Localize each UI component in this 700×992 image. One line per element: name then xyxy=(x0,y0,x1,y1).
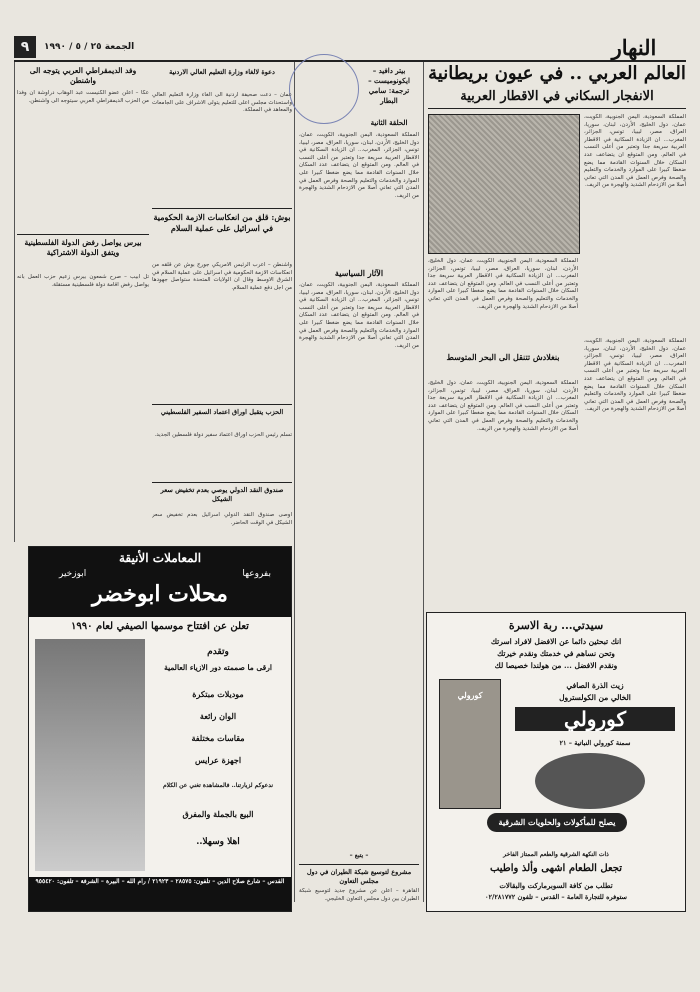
korona-order: تطلب من كافة السوبرماركت والبقالات xyxy=(499,881,613,890)
stamp-circle xyxy=(289,54,359,124)
ad-line5: اجهزة عرايس xyxy=(194,755,242,765)
korona-line2: وتحن نساهم في خدمتك ونقدم خيرتك xyxy=(497,649,615,658)
masthead-page-number: ٩ xyxy=(14,36,36,58)
masthead-date: الجمعة ٢٥ / ٥ / ١٩٩٠ xyxy=(44,42,135,52)
korona-agent: ستوفره للتجارة العامة – القدس – تلفون ٠٢/٢٨١٧٧٢ xyxy=(484,893,627,901)
ad-brand-small: ابوزخير xyxy=(59,569,87,579)
jordan-title: دعوة لالغاء وزارة التعليم العالي الاردنية xyxy=(169,68,275,76)
peres-title: بيرس يواصل رفض الدولة الفلسطينية ويتفق الدولة الاشتراكية xyxy=(24,238,142,257)
korona-slogan: تجعل الطعام اشهى وألذ واطيب xyxy=(489,863,623,874)
center-left-section xyxy=(14,62,151,542)
ad-address: القدس – شارع صلاح الدين – تلفون: ٢٨٥٧٥ – ٢١٩٢٣ / رام الله – البيرة – الشرفة – تلفون: ٩٥٥٤٢٠ xyxy=(29,877,291,911)
main-story-continued xyxy=(294,62,424,902)
main-story-col-b: المملكة السعودية، اليمن الجنوبية، الكويت، عمان، دول الخليج، الأردن، لبنان، سوريا، العراق، مصر، ليبيا، تونس، الجزائر، المغرب... ان الزيادة السكانية في الاقطار العربية سريعة جدا وتعتبر من أعلى النسب في العالم. ومن المتوقع ان يتضاعف عدد السكان خلال السنوات القادمة مما يضع ضغطا كبيرا على الموارد والخدمات والتعليم والصحة وفرص العمل في المدن التي تعاني أصلا من الازدحام الشديد والهجرة من الريف. xyxy=(428,258,578,310)
ad-header xyxy=(29,547,291,617)
korona-brand2: سمنة كورولي النباتية – ٢١ xyxy=(559,739,631,747)
ad-line2: موديلات مبتكرة xyxy=(192,689,244,699)
ad-tagline: المعاملات الأنيقة xyxy=(118,551,202,565)
korona-line1: انك تبحثين دائما عن الافضل لافراد اسرتك xyxy=(490,637,622,646)
main-story-source: بيتر دافيد – ايكونوميست – ترجمة: سامي البطار xyxy=(368,66,410,105)
korona-title: سيدتي... ربة الاسرة xyxy=(508,619,604,632)
peres-body: تل ابيب – صرح شمعون بيرس زعيم حزب العمل بانه يواصل رفض اقامة دولة فلسطينية مستقلة. xyxy=(17,274,149,288)
ad-headline: تعلن عن افتتاح موسمها الصيفي لعام ١٩٩٠ xyxy=(71,621,249,632)
korona-oil-bottle xyxy=(439,679,501,809)
ad-welcome: اهلا وسهلا.. xyxy=(196,837,240,847)
main-story-col-e: المملكة السعودية، اليمن الجنوبية، الكويت، عمان، دول الخليج، الأردن، لبنان، سوريا، العراق، مصر، ليبيا، تونس، الجزائر، المغرب... ان الزيادة السكانية في الاقطار العربية سريعة جدا وتعتبر من أعلى النسب في العالم. ومن المتوقع ان يتضاعف عدد السكان خلال السنوات القادمة مما يضع ضغطا كبيرا على الموارد والخدمات والتعليم والصحة وفرص العمل في المدن التي تعاني أصلا من الازدحام الشديد والهجرة من الريف. xyxy=(299,132,419,199)
korona-oil: زيت الذرة الصافي xyxy=(566,681,624,690)
ad-wholesale: البيع بالجملة والمفرق xyxy=(182,809,254,819)
main-story-col-d: المملكة السعودية، اليمن الجنوبية، الكويت، عمان، دول الخليج، الأردن، لبنان، سوريا، العراق، مصر، ليبيا، تونس، الجزائر، المغرب... ان الزيادة السكانية في الاقطار العربية سريعة جدا وتعتبر من أعلى النسب في العالم. ومن المتوقع ان يتضاعف عدد السكان خلال السنوات القادمة مما يضع ضغطا كبيرا على الموارد والخدمات والتعليم والصحة وفرص العمل في المدن التي تعاني أصلا من الازدحام الشديد والهجرة من الريف. xyxy=(428,380,578,432)
imf-title: صندوق النقد الدولي يوصي بعدم تخفيض سعر الشيكل xyxy=(160,486,284,503)
bush-body: واشنطن – اعرب الرئيس الامريكي جورج بوش عن قلقه من انعكاسات الازمة الحكومية في اسرائيل على عملية السلام في الشرق الاوسط وقال ان الولايات المتحدة ستواصل جهودها من اجل دفع عملية السلام. xyxy=(152,262,292,291)
ad-by: بفروعها xyxy=(242,569,271,579)
ambassador-body: تسلم رئيس الحزب اوراق اعتماد سفير دولة فلسطين الجديد. xyxy=(154,432,292,438)
masthead xyxy=(14,36,686,62)
ad-korona xyxy=(426,612,686,912)
main-story-title: العالم العربي .. في عيون بريطانية xyxy=(428,63,686,84)
main-story-end: – يتبع – xyxy=(349,852,369,859)
main-story-subtitle: الانفجار السكاني في الاقطار العربية xyxy=(428,88,686,109)
crowd-photo xyxy=(428,114,580,254)
jordan-body: عمان – دعت صحيفة اردنية الى الغاء وزارة التعليم العالي واستحداث مجلس اعلى للتعليم يتولى الاشراف على الجامعات والمعاهد في المملكة. xyxy=(152,92,292,114)
ad-line4: مقاسات مختلفة xyxy=(191,733,245,743)
ad-visit: ندعوكم لزيارتنا.. فالمشاهدة تغني عن الكلام xyxy=(162,782,274,789)
democratic-title: وفد الديمقراطي العربي يتوجه الى واشنطن xyxy=(29,66,137,85)
korona-oil2: الخالي من الكولسترول xyxy=(559,693,631,702)
aviation-body: القاهرة – اعلن عن مشروع جديد لتوسيع شبكة الطيران بين دول مجلس التعاون الخليجي. xyxy=(299,888,419,902)
korona-suitable: يصلح للمأكولات والحلويات الشرقية xyxy=(487,813,627,832)
korona-brand: كورولي xyxy=(515,707,675,731)
imf-body: اوصى صندوق النقد الدولي اسرائيل بعدم تخفيض سعر الشيكل في الوقت الحاضر. xyxy=(152,512,292,526)
aviation-title: مشروع لتوسيع شبكة الطيران في دول مجلس التعاون xyxy=(306,868,412,885)
crosshead-bangladesh: بنغلادش تتنقل الى البحر المتوسط xyxy=(446,352,560,362)
korona-pack: كورولي xyxy=(457,690,483,700)
bush-title: بوش: قلق من انعكاسات الازمة الحكومية في اسرائيل على عملية السلام xyxy=(153,212,291,233)
korona-line3: ونقدم الافضل ... من هولندا خصيصا لك xyxy=(494,661,618,670)
ambassador-title: الحزب يتقبل اوراق اعتماد السفير الفلسطيني xyxy=(160,408,284,416)
ad-brand: محلات ابوخضر xyxy=(92,581,228,607)
main-story xyxy=(428,62,686,608)
ad-abukhdeir xyxy=(28,546,292,912)
main-story-col-c: المملكة السعودية، اليمن الجنوبية، الكويت، عمان، دول الخليج، الأردن، لبنان، سوريا، العراق، مصر، ليبيا، تونس، الجزائر، المغرب... ان الزيادة السكانية في الاقطار العربية سريعة جدا وتعتبر من أعلى النسب في العالم. ومن المتوقع ان يتضاعف عدد السكان خلال السنوات القادمة مما يضع ضغطا كبيرا على الموارد والخدمات والتعليم والصحة وفرص العمل في المدن التي تعاني أصلا من الازدحام الشديد والهجرة من الريف. xyxy=(584,338,686,413)
crosshead-political: الآثار السياسية xyxy=(334,268,384,278)
ad-line3: الوان رائعة xyxy=(199,711,237,721)
korona-tin xyxy=(535,753,645,809)
main-story-part: الحلقة الثانية xyxy=(370,118,408,127)
masthead-logo: النهار xyxy=(611,35,657,60)
ad-model-photo xyxy=(35,639,145,871)
main-story-col-a: المملكة السعودية، اليمن الجنوبية، الكويت، عمان، دول الخليج، الأردن، لبنان، سوريا، العراق، مصر، ليبيا، تونس، الجزائر، المغرب... ان الزيادة السكانية في الاقطار العربية سريعة جدا وتعتبر من أعلى النسب في العالم. ومن المتوقع ان يتضاعف عدد السكان خلال السنوات القادمة مما يضع ضغطا كبيرا على الموارد والخدمات والتعليم والصحة وفرص العمل في المدن التي تعاني أصلا من الازدحام الشديد والهجرة من الريف. xyxy=(584,114,686,189)
ad-offer: وتقدم xyxy=(207,647,229,657)
democratic-body: عكا – اعلن عضو الكنيست عبد الوهاب دراوشة ان وفدا من الحزب الديمقراطي العربي سيتوجه الى واشنطن. xyxy=(17,90,149,104)
main-story-col-f: المملكة السعودية، اليمن الجنوبية، الكويت، عمان، دول الخليج، الأردن، لبنان، سوريا، العراق، مصر، ليبيا، تونس، الجزائر، المغرب... ان الزيادة السكانية في الاقطار العربية سريعة جدا وتعتبر من أعلى النسب في العالم. ومن المتوقع ان يتضاعف عدد السكان خلال السنوات القادمة مما يضع ضغطا كبيرا على الموارد والخدمات والتعليم والصحة وفرص العمل في المدن التي تعاني أصلا من الازدحام الشديد والهجرة من الريف. xyxy=(299,282,419,349)
ad-line1: ارقى ما صممته دور الازياء العالمية xyxy=(164,663,272,672)
korona-footer: ذات النكهة الشرقية والطعم الممتاز الفاخر xyxy=(503,851,609,858)
